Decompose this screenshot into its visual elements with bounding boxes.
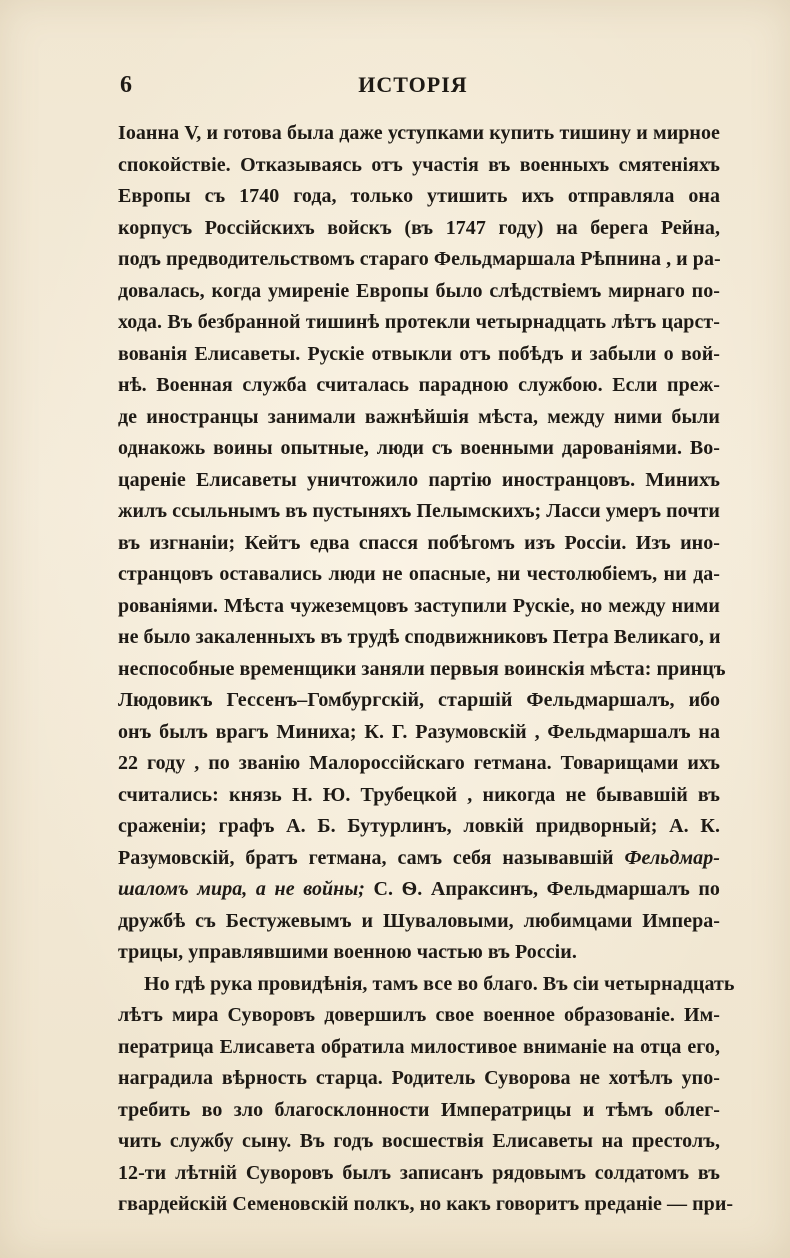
text-line: дружбѣ съ Бестужевымъ и Шуваловыми, любимцами Импера- <box>118 909 720 932</box>
text-line: хода. Въ безбранной тишинѣ протекли четырнадцать лѣтъ царст- <box>118 311 720 333</box>
text-line: Но гдѣ рука провидѣнія, тамъ все во благо. Въ сіи четырнадцать <box>144 972 735 995</box>
running-title: ИСТОРІЯ <box>358 72 468 97</box>
text-line: рованіями. Мѣста чужеземцовъ заступили Рускіе, но между ними <box>118 594 720 617</box>
text-line: неспособные временщики заняли первыя воинскія мѣста: принцъ <box>118 657 726 680</box>
text-line: онъ былъ врагъ Миниха; К. Г. Разумовскій , Фельдмаршалъ на <box>118 720 720 743</box>
italic-segment: шаломъ мира, а не войны; <box>118 878 365 900</box>
text-line: считались: князь Н. Ю. Трубецкой , никогда не бывавшій въ <box>118 783 720 806</box>
text-line: ператрица Елисавета обратила милостивое вниманіе на отца его, <box>118 1035 720 1058</box>
text-line: Европы съ 1740 года, только утишить ихъ отправляла она <box>118 185 720 207</box>
text-line: Іоанна V, и готова была даже уступками купить тишину и мирное <box>118 122 720 144</box>
body-text <box>118 118 735 1221</box>
text-line: сраженіи; графъ А. Б. Бутурлинъ, ловкій придворный; А. К. <box>118 815 720 837</box>
text-line: въ изгнаніи; Кейтъ едва спасся побѣгомъ изъ Россіи. Изъ ино- <box>118 531 720 554</box>
text-line: чить службу сыну. Въ годъ восшествія Елисаветы на престолъ, <box>118 1130 720 1152</box>
text-line-mixed <box>118 874 720 906</box>
text-line: наградила вѣрность старца. Родитель Суворова не хотѣлъ упо- <box>118 1067 720 1089</box>
text-line: спокойствіе. Отказываясь отъ участія въ военныхъ смятеніяхъ <box>118 153 720 176</box>
text-line: нѣ. Военная служба считалась парадною службою. Если преж- <box>118 374 720 396</box>
page-number: 6 <box>120 72 132 98</box>
text-line-mixed <box>118 843 720 875</box>
text-line: трицы, управлявшими военною частью въ Россіи. <box>118 941 577 963</box>
text-line: довалась, когда умиреніе Европы было слѣдствіемъ мирнаго по- <box>118 279 720 302</box>
italic-segment: Фельдмар- <box>624 846 720 869</box>
text-line: 12-ти лѣтній Суворовъ былъ записанъ рядовымъ солдатомъ въ <box>118 1161 720 1184</box>
text-segment: С. Ѳ. Апраксинъ, Фельдмаршалъ по <box>373 878 720 900</box>
text-segment: Разумовскій, братъ гетмана, самъ себя называвшій <box>118 846 614 869</box>
text-line: гвардейскій Семеновскій полкъ, но какъ говоритъ преданіе — при- <box>118 1193 734 1215</box>
text-line: корпусъ Россійскихъ войскъ (въ 1747 году) на берега Рейна, <box>118 216 720 239</box>
text-line: странцовъ оставались люди не опасные, ни честолюбіемъ, ни да- <box>118 563 720 585</box>
text-line: однакожь воины опытные, люди съ военными дарованіями. Во- <box>118 437 720 459</box>
text-line: де иностранцы занимали важнѣйшія мѣста, между ними были <box>118 405 720 428</box>
text-line: цареніе Елисаветы уничтожило партію иностранцовъ. Минихъ <box>118 468 720 491</box>
text-line: подъ предводительствомъ стараго Фельдмаршала Рѣпнина , и ра- <box>118 248 721 270</box>
running-head <box>0 68 790 102</box>
text-line: жилъ ссыльнымъ въ пустыняхъ Пелымскихъ; Ласси умеръ почти <box>118 500 720 522</box>
text-line: не было закаленныхъ въ трудѣ сподвижниковъ Петра Великаго, и <box>118 626 721 648</box>
text-line: Людовикъ Гессенъ–Гомбургскій, старшій Фельдмаршалъ, ибо <box>118 689 720 711</box>
text-line: требить во зло благосклонности Императрицы и тѣмъ облег- <box>118 1098 720 1121</box>
text-line: лѣтъ мира Суворовъ довершилъ свое военное образованіе. Им- <box>118 1004 720 1026</box>
text-line: вованія Елисаветы. Рускіе отвыкли отъ побѣдъ и забыли о вой- <box>118 342 720 365</box>
text-line: 22 году , по званію Малороссійскаго гетмана. Товарищами ихъ <box>118 752 720 774</box>
